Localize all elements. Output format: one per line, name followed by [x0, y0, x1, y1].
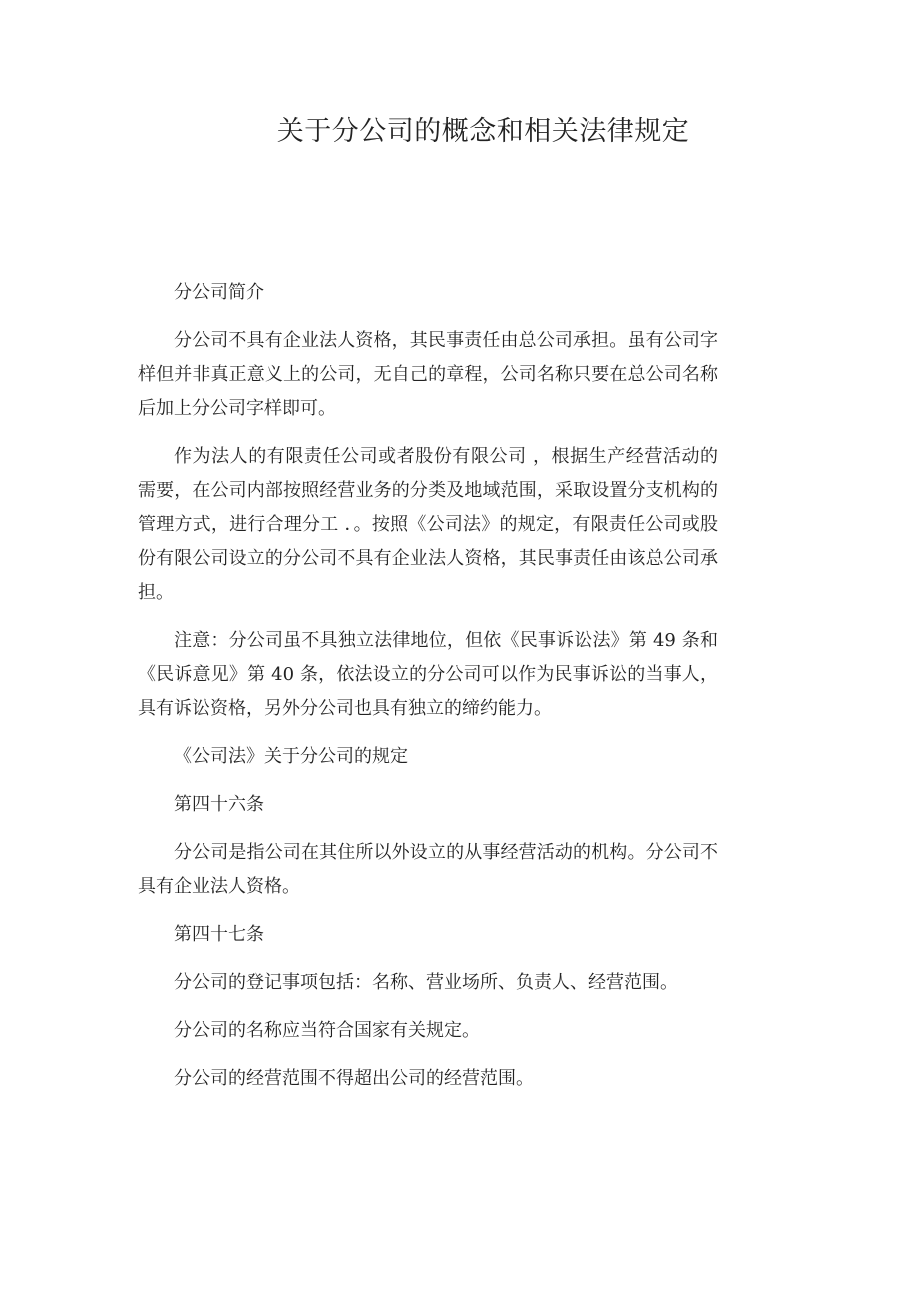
article-47-text-2: 分公司的名称应当符合国家有关规定。: [174, 1020, 480, 1041]
paragraph-legal-entity: 作为法人的有限责任公司或者股份有限公司 ，根据生产经营活动的需要，在公司内部按照经营业务的分类及地域范围，采取设置分支机构的管理方式，进行合理分工 ．。按照《公司法》的规定，有限责任公司或股份有限公司设立的分公司不具有企业法人资格，其民事责任由该总公司承担。: [138, 446, 718, 603]
document-body: [138, 276, 718, 1096]
document-title: 关于分公司的概念和相关法律规定: [276, 116, 690, 147]
paragraph-note: 注意：分公司虽不具独立法律地位，但依《民事诉讼法》第 49 条和《民诉意见》第 40 条，依法设立的分公司可以作为民事诉讼的当事人，具有诉讼资格，另外分公司也具有独立的缔约能力。: [138, 630, 718, 719]
article-47-text-1: 分公司的登记事项包括：名称、营业场所、负责人、经营范围。: [174, 972, 678, 993]
section-heading-company-law: 《公司法》关于分公司的规定: [174, 746, 408, 767]
paragraph-intro-heading: 分公司简介: [174, 282, 264, 303]
article-47-text-3: 分公司的经营范围不得超出公司的经营范围。: [174, 1068, 534, 1089]
article-heading-46: 第四十六条: [174, 794, 264, 815]
article-46-text: 分公司是指公司在其住所以外设立的从事经营活动的机构。分公司不具有企业法人资格。: [138, 842, 718, 897]
paragraph-intro: 分公司不具有企业法人资格，其民事责任由总公司承担。虽有公司字样但并非真正意义上的公司，无自己的章程，公司名称只要在总公司名称后加上分公司字样即可。: [138, 330, 718, 419]
article-heading-47: 第四十七条: [174, 924, 264, 945]
